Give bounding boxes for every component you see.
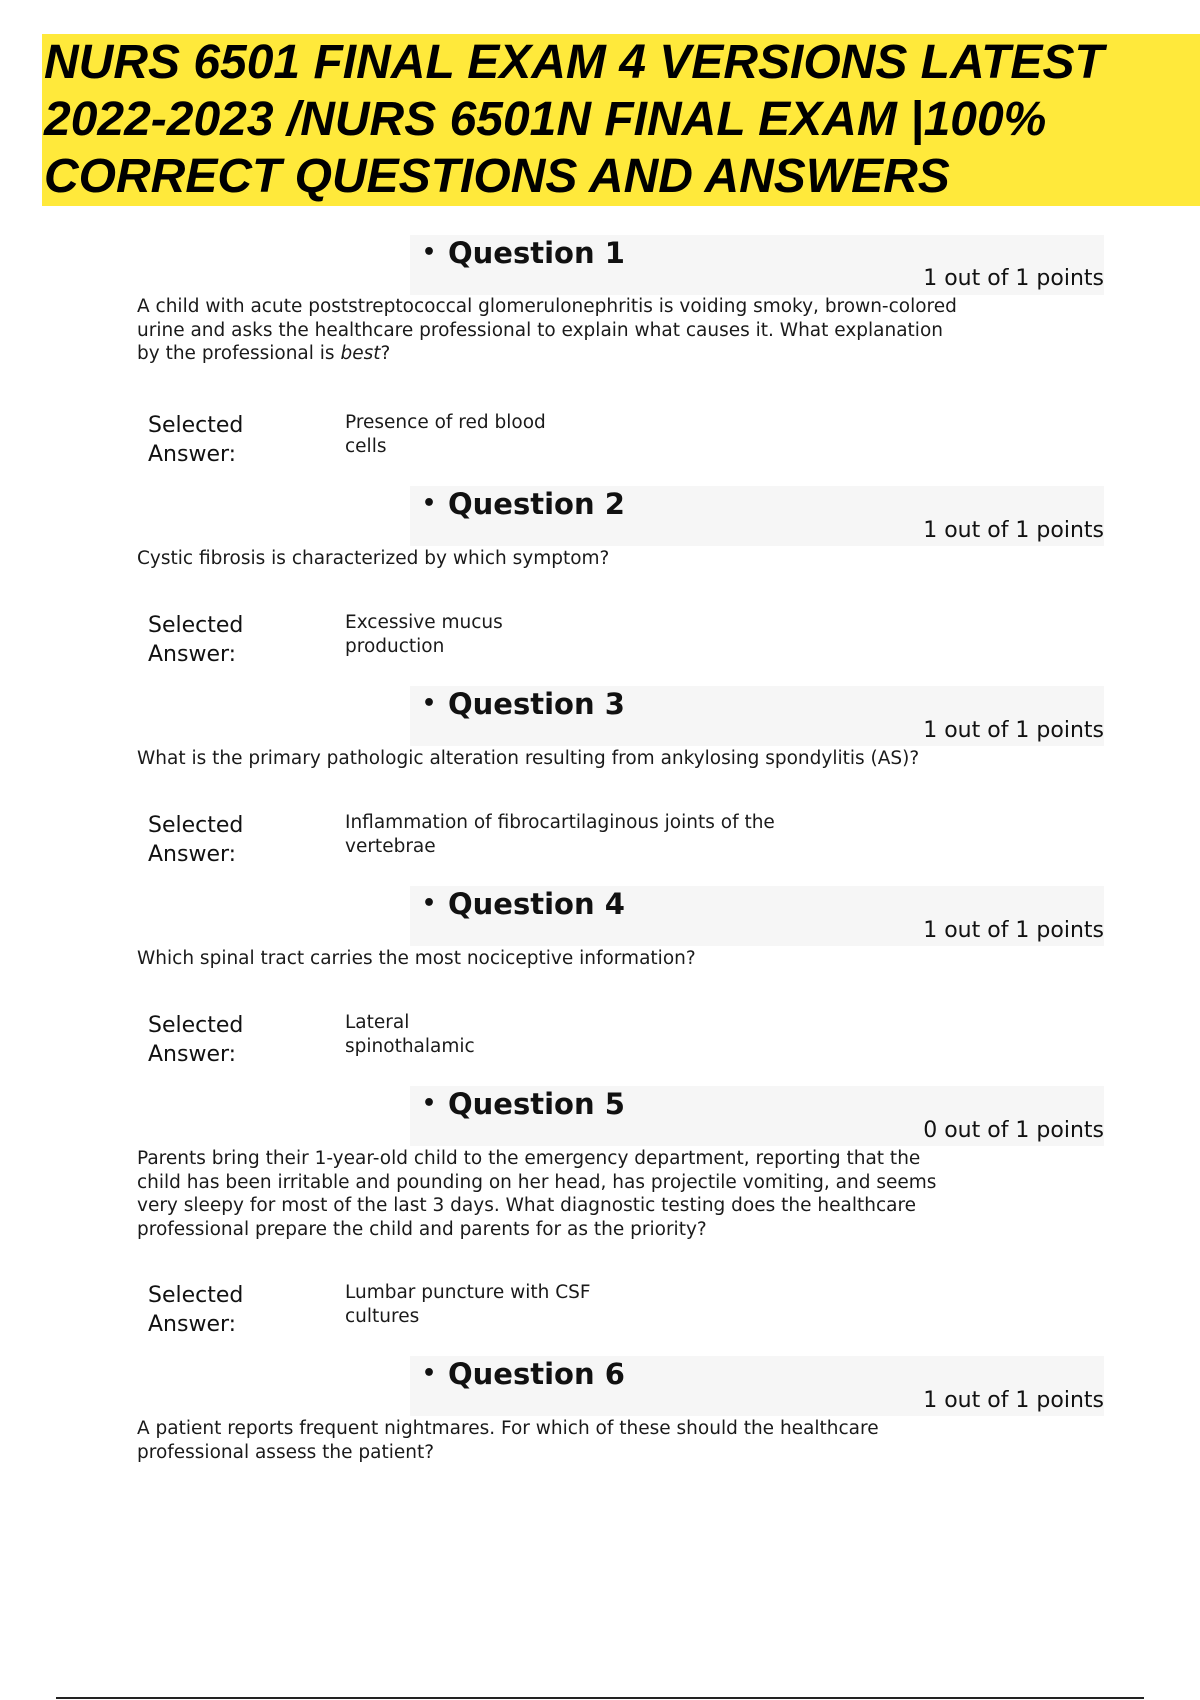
document-title [44,34,1194,205]
question-1-selected-answer: Presence of red blood cells [345,412,546,457]
question-2-title: • Question 2 [410,485,710,521]
question-4-selected-answer-label: Selected Answer: [148,1013,244,1067]
question-6-title: • Question 6 [410,1355,710,1391]
bullet-icon: • [421,1091,437,1116]
bullet-icon: • [421,691,437,716]
question-2-selected-answer-label: Selected Answer: [148,613,244,667]
question-4-selected-answer: Lateral spinothalamic [345,1012,475,1057]
question-6-points: 1 out of 1 points [923,1388,1104,1413]
question-3-selected-answer-label: Selected Answer: [148,813,244,867]
question-5-title: • Question 5 [410,1085,710,1121]
question-1-text: A child with acute poststreptococcal glomerulonephritis is voiding smoky, brown-colored urine and asks the healthcare professional to explain what causes it. What explanation by the professional is best? [137,296,957,364]
question-3-points: 1 out of 1 points [923,718,1104,743]
question-5-selected-answer-label: Selected Answer: [148,1283,244,1337]
question-3-selected-answer: Inflammation of fibrocartilaginous joints of the vertebrae [345,812,775,857]
title-line-3: CORRECT QUESTIONS AND ANSWERS [44,150,950,203]
question-3-text: What is the primary pathologic alteration resulting from ankylosing spondylitis (AS)? [137,748,920,769]
question-6-text: A patient reports frequent nightmares. For which of these should the healthcare professional assess the patient? [137,1418,879,1463]
question-4-points: 1 out of 1 points [923,918,1104,943]
question-4-text: Which spinal tract carries the most nociceptive information? [137,948,696,969]
question-2-points: 1 out of 1 points [923,518,1104,543]
question-1-title: • Question 1 [410,234,710,270]
question-3-title: • Question 3 [410,685,710,721]
title-line-1: NURS 6501 FINAL EXAM 4 VERSIONS LATEST [44,36,1104,89]
bullet-icon: • [421,491,437,516]
question-2-text: Cystic fibrosis is characterized by which symptom? [137,548,610,569]
question-4-title: • Question 4 [410,885,710,921]
bullet-icon: • [421,1361,437,1386]
bullet-icon: • [421,240,437,265]
question-2-selected-answer: Excessive mucus production [345,612,503,657]
question-5-selected-answer: Lumbar puncture with CSF cultures [345,1282,591,1327]
bullet-icon: • [421,891,437,916]
title-line-2: 2022-2023 /NURS 6501N FINAL EXAM |100% [44,93,1047,146]
question-5-text: Parents bring their 1-year-old child to the emergency department, reporting that the child has been irritable and pounding on her head, has projectile vomiting, and seems very sleepy for most of the last 3 days. What diagnostic testing does the healthcare professional prepare the child and parents for as the priority? [137,1148,937,1240]
question-1-points: 1 out of 1 points [923,266,1104,291]
question-5-points: 0 out of 1 points [923,1118,1104,1143]
question-1-selected-answer-label: Selected Answer: [148,413,244,467]
footer-divider [56,1697,1144,1699]
